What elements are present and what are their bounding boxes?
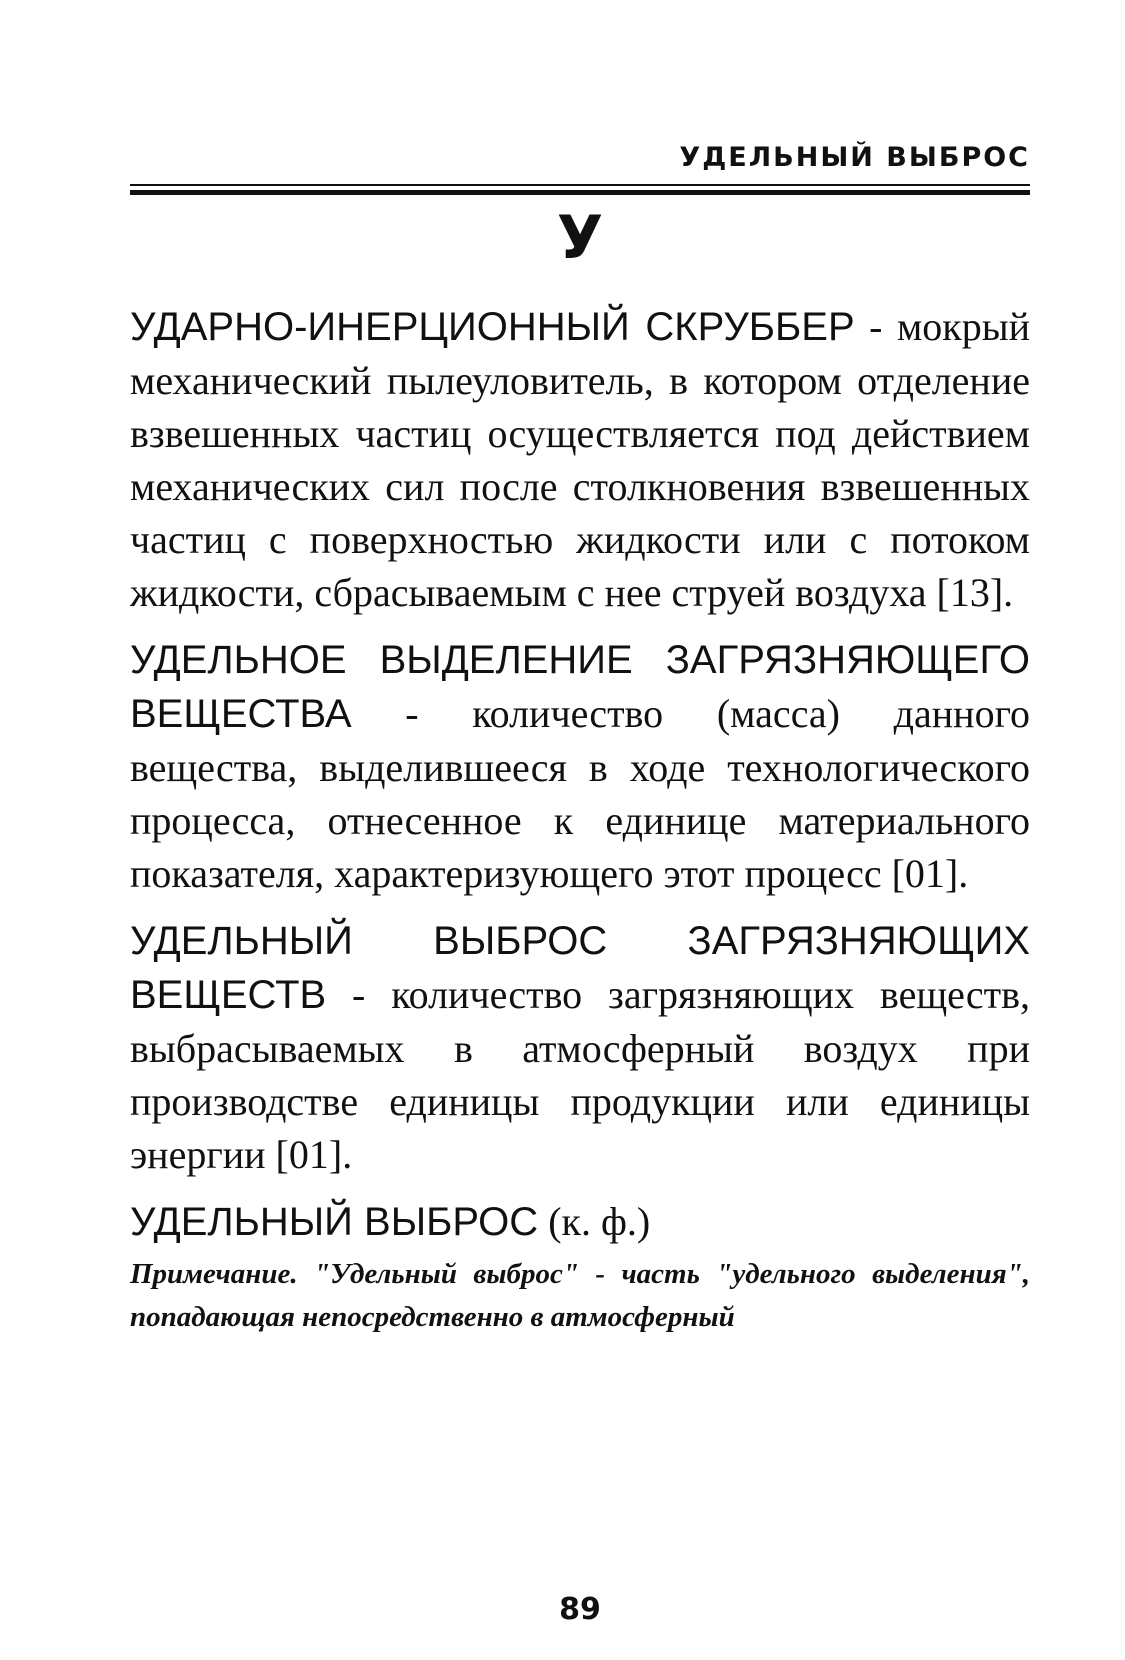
section-letter: У	[556, 203, 604, 273]
entry-definition: количество загрязняющих веществ, выбрасываемых в атмосферный воздух при производстве единицы продукции или единицы энергии [01].	[130, 972, 1030, 1177]
page-number: 89	[559, 1592, 601, 1627]
entry-definition: количество (масса) данного вещества, выделившееся в ходе технологического процесса, отнесенное к единице материального показателя, характеризующего этот процесс [01].	[130, 691, 1030, 896]
header-rule-thick	[130, 190, 1030, 195]
entry-term: УДЕЛЬНЫЙ ВЫБРОС ЗАГРЯЗНЯЮЩИХ ВЕЩЕСТВ	[130, 919, 1030, 1017]
dictionary-entry	[130, 1195, 1030, 1249]
entry-separator	[538, 1199, 548, 1244]
entry-note: Примечание. "Удельный выброс" - часть "удельного выделения", попадающая непосредственно в атмосферный	[130, 1258, 1030, 1333]
entry-separator: -	[326, 972, 392, 1017]
entry-term: УДЕЛЬНЫЙ ВЫБРОС	[130, 1200, 539, 1244]
running-head: УДЕЛЬНЫЙ ВЫБРОС	[679, 142, 1030, 173]
dictionary-entries	[130, 300, 1030, 1339]
entry-separator: -	[351, 691, 473, 736]
entry-separator: -	[854, 304, 897, 349]
header-rule-thin	[130, 184, 1030, 186]
entry-term: УДЕЛЬНОЕ ВЫДЕЛЕНИЕ ЗАГРЯЗНЯЮЩЕГО ВЕЩЕСТВА	[130, 638, 1030, 736]
entry-term: УДАРНО-ИНЕРЦИОННЫЙ СКРУББЕР	[130, 305, 855, 349]
entry-definition: (к. ф.)	[548, 1199, 651, 1244]
dictionary-entry	[130, 914, 1030, 1181]
entry-definition: мокрый механический пылеуловитель, в котором отделение взвешенных частиц осуществляется под действием механических сил после столкновения взвешенных частиц с поверхностью жидкости или с потоком жидкости, сбрасываемым с нее струей воздуха [13].	[130, 304, 1030, 615]
dictionary-entry	[130, 633, 1030, 900]
dictionary-entry	[130, 300, 1030, 619]
